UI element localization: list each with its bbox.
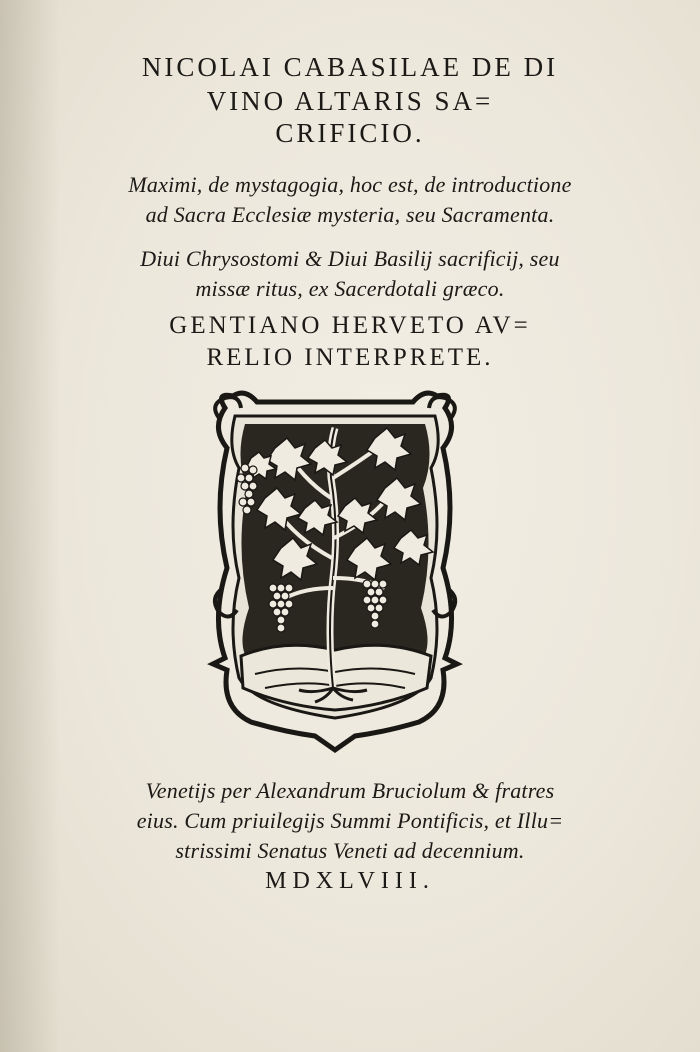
imprint-line-2: eius. Cum priuilegijs Summi Pontificis, et Illu= [136,808,564,833]
title-line-3: CRIFICIO. [275,118,425,148]
maximus-line-1: Maximi, de mystagogia, hoc est, de introductione [128,172,572,197]
title-line-1: NICOLAI CABASILAE DE DI [141,52,559,82]
publication-year: MDXLVIII. [265,868,435,894]
chrysostom-line-2: missæ ritus, ex Sacerdotali græco. [195,276,505,301]
maximus-line-2: ad Sacra Ecclesiæ mysteria, seu Sacramenta. [145,202,555,227]
translator-line-1: GENTIANO HERVETO AV= [169,312,531,339]
imprint-line-3: strissimi Senatus Veneti ad decennium. [175,838,525,863]
chrysostom-line-1: Diui Chrysostomi & Diui Basilij sacrificij, seu [140,246,560,271]
title-line-2: VINO ALTARIS SA= [206,86,494,116]
translator-line-2: RELIO INTERPRETE. [206,344,494,371]
grapevine-printers-device-icon [205,388,465,760]
imprint-line-1: Venetijs per Alexandrum Bruciolum & fratres [145,778,555,803]
